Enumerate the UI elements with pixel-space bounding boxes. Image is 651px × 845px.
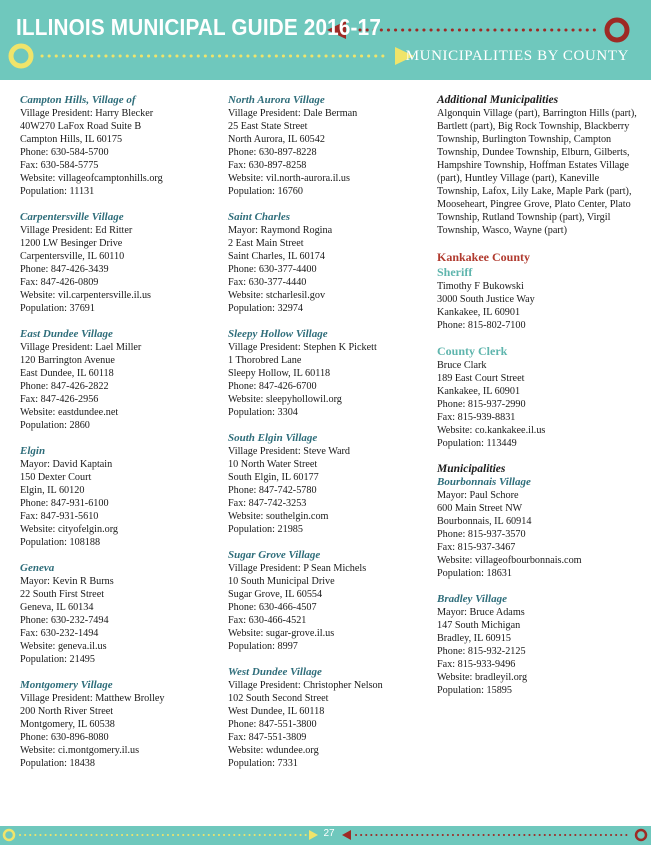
entry-detail-line: Fax: 630-466-4521 [228, 615, 307, 626]
entry-detail-line: Phone: 847-426-3439 [20, 264, 109, 275]
entry-detail-line: Population: 2860 [20, 420, 90, 431]
entry-detail-line: Montgomery, IL 60538 [20, 719, 115, 730]
entry-detail-line: Kankakee, IL 60901 [437, 307, 521, 318]
entry-detail-line: Website: vil.carpentersville.il.us [20, 290, 152, 301]
entry-detail-line: Fax: 630-897-8258 [228, 160, 307, 171]
municipality-name: Carpentersville Village [20, 211, 124, 223]
entry-detail-line: Phone: 630-466-4507 [228, 602, 317, 613]
entry-detail-line: Village President: Harry Blecker [20, 108, 154, 119]
entry-detail-line: Population: 8997 [228, 641, 298, 652]
municipality-entry [437, 593, 637, 697]
entry-detail-line: Mayor: Kevin R Burns [20, 576, 114, 587]
entry-detail-line: Saint Charles, IL 60174 [228, 251, 325, 262]
entry-detail-line: West Dundee, IL 60118 [228, 706, 325, 717]
entry-detail-line: Fax: 847-426-2956 [20, 394, 99, 405]
section-subtitle: MUNICIPALITIES BY COUNTY [405, 48, 629, 64]
entry-detail-line: South Elgin, IL 60177 [228, 472, 319, 483]
entry-detail-line: Fax: 630-377-4440 [228, 277, 307, 288]
column-2 [228, 94, 418, 783]
municipality-name: Geneva [20, 562, 55, 574]
sheriff-heading: Sheriff [437, 265, 473, 279]
ring-icon [11, 46, 31, 66]
entry-detail-line: Phone: 815-937-2990 [437, 399, 526, 410]
entry-detail-line: Population: 18438 [20, 758, 95, 769]
kankakee-municipalities [437, 476, 637, 697]
entry-detail-line: Population: 113449 [437, 438, 517, 449]
entry-detail-line: 150 Dexter Court [20, 472, 92, 483]
municipality-name: Sugar Grove Village [228, 549, 321, 561]
entry-detail-line: 189 East Court Street [437, 373, 525, 384]
entry-detail-line: Village President: Christopher Nelson [228, 680, 383, 691]
county-clerk-entry [437, 359, 637, 450]
entry-detail-line: Geneva, IL 60134 [20, 602, 94, 613]
entry-detail-line: Fax: 847-551-3809 [228, 732, 307, 743]
municipality-name: East Dundee Village [20, 328, 113, 340]
entry-detail-line: Population: 21495 [20, 654, 95, 665]
municipality-name: Sleepy Hollow Village [228, 328, 328, 340]
entry-detail-line: Website: southelgin.com [228, 511, 329, 522]
entry-detail-line: Population: 37691 [20, 303, 95, 314]
county-heading: Kankakee County [437, 250, 531, 264]
entry-detail-line: 200 North River Street [20, 706, 114, 717]
entry-detail-line: Website: villageofcamptonhills.org [20, 173, 163, 184]
entry-detail-line: Website: stcharlesil.gov [228, 290, 326, 301]
additional-municipalities-list: Algonquin Village (part), Barrington Hills (part), Bartlett (part), Big Rock Township, Blackberry Township, Burlington Township, Campton Township, Dundee Township, Elburn, Gilberts, Hampshire Township, Hoffman Estates Village (part), Huntley Village (part), Kaneville Township, Lafox, Lily Lake, Maple Park (part), Mooseheart, Pingree Grove, Plato Center, Plato Township, Rutland Township (part), Virgil Township, Wasco, Wayne (part) [437, 108, 637, 236]
entry-detail-line: Website: sugar-grove.il.us [228, 628, 335, 639]
municipality-name: Saint Charles [228, 211, 291, 223]
entry-detail-line: Village President: P Sean Michels [228, 563, 367, 574]
entry-detail-line: Website: cityofelgin.org [20, 524, 119, 535]
entry-detail-line: Mayor: David Kaptain [20, 459, 113, 470]
municipality-entry [20, 679, 210, 770]
entry-detail-line: 2 East Main Street [228, 238, 304, 249]
entry-detail-line: Phone: 815-932-2125 [437, 646, 526, 657]
entry-detail-line: North Aurora, IL 60542 [228, 134, 325, 145]
entry-detail-line: Population: 15895 [437, 685, 512, 696]
municipality-entry [228, 666, 418, 770]
entry-detail-line: Fax: 815-939-8831 [437, 412, 516, 423]
entry-detail-line: Website: vil.north-aurora.il.us [228, 173, 350, 184]
right-arrow-icon [309, 830, 318, 840]
entry-detail-line: Phone: 630-232-7494 [20, 615, 109, 626]
sheriff-entry [437, 280, 637, 332]
entry-detail-line: Timothy F Bukowski [437, 281, 524, 292]
municipality-name: Montgomery Village [20, 679, 113, 691]
entry-detail-line: Phone: 630-897-8228 [228, 147, 317, 158]
ring-icon [636, 830, 646, 840]
entry-detail-line: 3000 South Justice Way [437, 294, 535, 305]
entry-detail-line: Village President: Matthew Brolley [20, 693, 165, 704]
entry-detail-line: Website: villageofbourbonnais.com [437, 555, 582, 566]
entry-detail-line: Village President: Dale Berman [228, 108, 358, 119]
municipality-entry [228, 328, 418, 419]
entry-detail-line: Population: 18631 [437, 568, 512, 579]
page-header [0, 0, 651, 80]
entry-detail-line: Campton Hills, IL 60175 [20, 134, 123, 145]
entry-detail-line: Kankakee, IL 60901 [437, 386, 521, 397]
municipality-entry [228, 211, 418, 315]
municipality-name: Elgin [20, 445, 46, 457]
left-arrow-icon [342, 830, 351, 840]
entry-detail-line: 600 Main Street NW [437, 503, 523, 514]
entry-detail-line: Village President: Stephen K Pickett [228, 342, 377, 353]
municipality-entry [228, 549, 418, 653]
column-3 [437, 94, 637, 710]
entry-detail-line: Population: 7331 [228, 758, 298, 769]
entry-detail-line: Website: co.kankakee.il.us [437, 425, 546, 436]
entry-detail-line: 22 South First Street [20, 589, 105, 600]
entry-detail-line: Village President: Steve Ward [228, 446, 351, 457]
entry-detail-line: 1200 LW Besinger Drive [20, 238, 123, 249]
column-1 [20, 94, 210, 783]
municipality-name: Bourbonnais Village [437, 476, 531, 488]
entry-detail-line: Fax: 630-584-5775 [20, 160, 99, 171]
entry-detail-line: Carpentersville, IL 60110 [20, 251, 125, 262]
entry-detail-line: Bradley, IL 60915 [437, 633, 511, 644]
entry-detail-line: Village President: Lael Miller [20, 342, 142, 353]
entry-detail-line: Population: 21985 [228, 524, 303, 535]
entry-detail-line: Village President: Ed Ritter [20, 225, 133, 236]
entry-detail-line: Elgin, IL 60120 [20, 485, 85, 496]
page-title: ILLINOIS MUNICIPAL GUIDE 2016-17 [16, 14, 382, 40]
municipality-name: Campton Hills, Village of [20, 94, 136, 106]
entry-detail-line: Fax: 847-931-5610 [20, 511, 99, 522]
entry-detail-line: Population: 3304 [228, 407, 298, 418]
entry-detail-line: Website: ci.montgomery.il.us [20, 745, 140, 756]
entry-detail-line: Population: 16760 [228, 186, 303, 197]
entry-detail-line: 10 South Municipal Drive [228, 576, 335, 587]
entry-detail-line: Fax: 847-742-3253 [228, 498, 307, 509]
municipality-entry [20, 211, 210, 315]
entry-detail-line: Website: eastdundee.net [20, 407, 119, 418]
entry-detail-line: Phone: 847-426-6700 [228, 381, 317, 392]
municipality-entry [437, 476, 637, 580]
entry-detail-line: Phone: 847-931-6100 [20, 498, 109, 509]
entry-detail-line: Phone: 815-802-7100 [437, 320, 526, 331]
entry-detail-line: Phone: 630-896-8080 [20, 732, 109, 743]
entry-detail-line: Mayor: Paul Schore [437, 490, 519, 501]
municipality-entry [20, 328, 210, 432]
entry-detail-line: Mayor: Raymond Rogina [228, 225, 333, 236]
entry-detail-line: Population: 11131 [20, 186, 95, 197]
entry-detail-line: Sugar Grove, IL 60554 [228, 589, 323, 600]
municipality-entry [228, 432, 418, 536]
entry-detail-line: Phone: 630-584-5700 [20, 147, 109, 158]
entry-detail-line: Population: 32974 [228, 303, 303, 314]
municipality-name: Bradley Village [437, 593, 507, 605]
municipality-name: South Elgin Village [228, 432, 318, 444]
entry-detail-line: Website: geneva.il.us [20, 641, 107, 652]
entry-detail-line: Website: bradleyil.org [437, 672, 528, 683]
municipalities-heading: Municipalities [437, 463, 506, 475]
entry-detail-line: Phone: 815-937-3570 [437, 529, 526, 540]
entry-detail-line: Fax: 630-232-1494 [20, 628, 99, 639]
entry-detail-line: 102 South Second Street [228, 693, 329, 704]
entry-detail-line: Mayor: Bruce Adams [437, 607, 525, 618]
entry-detail-line: Bruce Clark [437, 360, 487, 371]
entry-detail-line: Phone: 847-551-3800 [228, 719, 317, 730]
municipality-name: West Dundee Village [228, 666, 322, 678]
entry-detail-line: Phone: 847-742-5780 [228, 485, 317, 496]
municipality-entry [228, 94, 418, 198]
municipality-entry [20, 94, 210, 198]
county-clerk-heading: County Clerk [437, 344, 508, 358]
municipality-name: North Aurora Village [228, 94, 325, 106]
additional-municipalities-heading: Additional Municipalities [437, 94, 559, 106]
entry-detail-line: Phone: 630-377-4400 [228, 264, 317, 275]
page-number: 27 [323, 828, 335, 839]
entry-detail-line: Website: wdundee.org [228, 745, 319, 756]
entry-detail-line: Website: sleepyhollowil.org [228, 394, 342, 405]
entry-detail-line: 147 South Michigan [437, 620, 521, 631]
entry-detail-line: 1 Thorobred Lane [228, 355, 302, 366]
entry-detail-line: 10 North Water Street [228, 459, 318, 470]
entry-detail-line: East Dundee, IL 60118 [20, 368, 114, 379]
municipality-entry [20, 562, 210, 666]
entry-detail-line: Fax: 815-933-9496 [437, 659, 516, 670]
entry-detail-line: 120 Barrington Avenue [20, 355, 115, 366]
entry-detail-line: Fax: 847-426-0809 [20, 277, 99, 288]
ring-icon [4, 830, 14, 840]
entry-detail-line: Population: 108188 [20, 537, 101, 548]
entry-detail-line: Fax: 815-937-3467 [437, 542, 516, 553]
municipality-entry [20, 445, 210, 549]
entry-detail-line: Phone: 847-426-2822 [20, 381, 109, 392]
entry-detail-line: 40W270 LaFox Road Suite B [20, 121, 142, 132]
entry-detail-line: Sleepy Hollow, IL 60118 [228, 368, 331, 379]
entry-detail-line: 25 East State Street [228, 121, 308, 132]
entry-detail-line: Bourbonnais, IL 60914 [437, 516, 532, 527]
ring-icon [607, 20, 627, 40]
